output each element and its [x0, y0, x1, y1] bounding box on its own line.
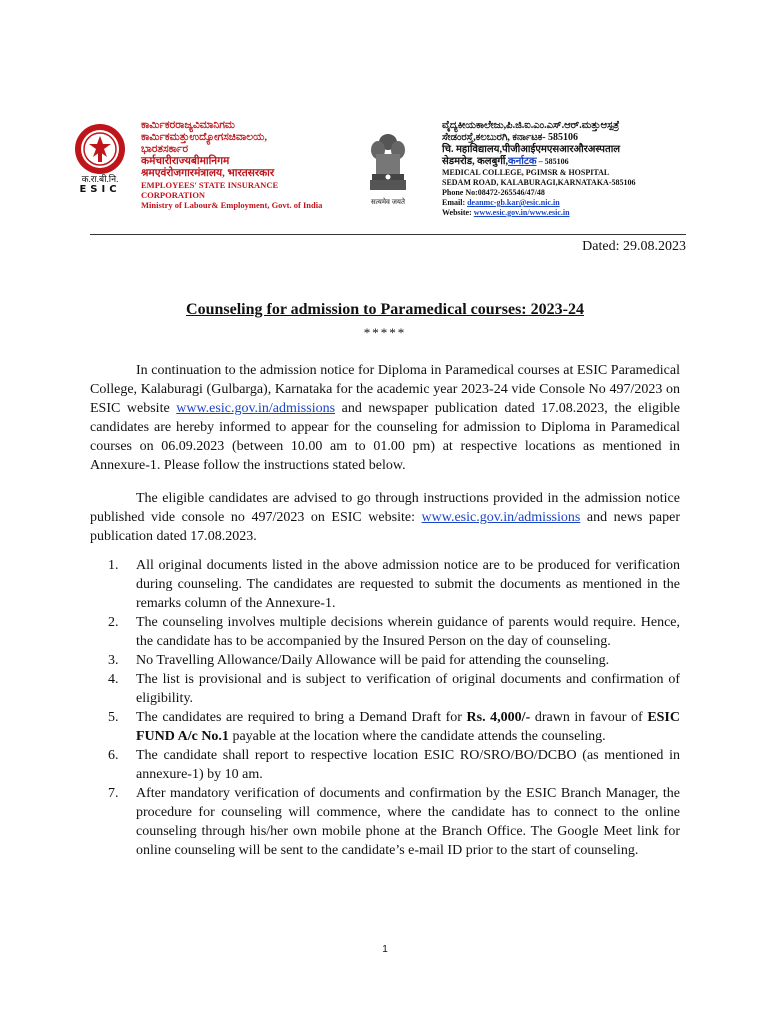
right-phone: Phone No:08472-265546/47/48	[442, 188, 545, 197]
right-email-line	[442, 198, 702, 208]
list-item-text-a: The candidates are required to bring a Demand Draft for	[136, 710, 467, 725]
left-kannada-line1: ಕಾರ್ಮಿಕರರಾಜ್ಯವಿಮಾನಿಗಮ	[141, 120, 235, 131]
list-item	[108, 651, 680, 670]
instructions-list	[108, 556, 680, 860]
list-item-text: The list is provisional and is subject to verification of original documents and confirmation of eligibility.	[136, 672, 680, 706]
right-hindi-line2-a: सेडमरोड, कलबुर्गी,	[442, 156, 509, 167]
right-website-line	[442, 208, 702, 218]
list-item-text-c: payable at the location where the candidate attends the counseling.	[228, 729, 606, 744]
title-separator: *****	[363, 325, 407, 340]
left-english-line1: EMPLOYEES' STATE INSURANCE	[141, 180, 279, 190]
logo-esic-word: ESIC	[79, 184, 121, 195]
list-item	[108, 670, 680, 708]
list-item-text: All original documents listed in the above admission notice are to be produced for verification during counseling. The candidates are requested to submit the documents as mentioned in the remarks column of the Annexure-1.	[136, 558, 680, 611]
document-title: Counseling for admission to Paramedical courses: 2023-24	[186, 301, 584, 318]
logo-hindi-abbrev: क.रा.बी.नि.	[81, 174, 119, 184]
left-english-line2: CORPORATION	[141, 190, 206, 200]
right-hindi-line1: चि. महाविद्यालय,पीजीआईएमएसआरऔरअस्पताल	[442, 144, 621, 155]
list-item-text: After mandatory verification of documents and confirmation by the ESIC Branch Manager, the procedure for counseling will commence, where the candidate has to connect to the online counseling through his/her own mobile phone at the Branch Office. The Google Meet link for online counseling will be sent to the candidate’s e-mail ID prior to the start of counseling.	[136, 786, 680, 858]
left-hindi-line2: श्रमएवंरोजगारमंत्रालय, भारतसरकार	[141, 168, 275, 179]
para1-text-b: and newspaper publication dated 17.08.2023, the eligible candidates are hereby informed to appear for the counseling for admission to Diploma in Paramedical courses on 06.09.2023 (between 10.00 am to 01.00 pm) at respective locations as mentioned in Annexure-1. Please follow the instructions stated below.	[90, 401, 680, 473]
list-item	[108, 556, 680, 613]
right-kannada-line2: ಸೇಡಂರಸ್ತೆ,ಕಲಬುರಗಿ, ಕರ್ನಾಟಕ- 585106	[442, 132, 579, 143]
para2-text-a: The eligible candidates are advised to go through instructions provided in the admission notice published vide console no 497/2023 on ESIC website:	[90, 491, 680, 525]
left-hindi-line1: कर्मचारीराज्यबीमानिगम	[141, 156, 230, 167]
list-item-text: The counseling involves multiple decisions wherein guidance of parents would require. Hence, the candidate has to be accompanied by the Insured Person on the day of counseling.	[136, 615, 680, 649]
esic-logo-icon	[73, 122, 127, 176]
right-hindi-state: कर्नाटक	[508, 156, 537, 167]
right-english-line1: MEDICAL COLLEGE, PGIMSR & HOSPITAL	[442, 168, 610, 177]
email-link[interactable]: deanmc-gb.kar@esic.nic.in	[467, 198, 560, 207]
list-item-number: 7.	[108, 786, 119, 801]
list-item-number: 2.	[108, 615, 119, 630]
header-divider	[90, 234, 686, 235]
right-hindi-line2	[442, 156, 702, 168]
national-emblem-icon	[366, 128, 410, 198]
right-hindi-pin: – 585106	[536, 157, 569, 166]
demand-draft-amount: Rs. 4,000/-	[466, 710, 531, 725]
list-item	[108, 784, 680, 860]
list-item-number: 6.	[108, 748, 119, 763]
website-link[interactable]: www.esic.gov.in/www.esic.in	[473, 208, 570, 217]
paragraph-intro	[90, 361, 680, 475]
list-item-text-b: drawn in favour of	[530, 710, 648, 725]
list-item-text: No Travelling Allowance/Daily Allowance will be paid for attending the counseling.	[136, 653, 610, 668]
left-english-line3: Ministry of Labour& Employment, Govt. of India	[141, 200, 323, 210]
right-english-line2: SEDAM ROAD, KALABURAGI,KARNATAKA-585106	[442, 178, 636, 187]
list-item-number: 4.	[108, 672, 119, 687]
left-kannada-line2: ಕಾರ್ಮಿಕಮತ್ತುಉದ್ಯೋಗಸಚಿವಾಲಯ,	[141, 132, 267, 143]
list-item	[108, 708, 680, 746]
email-label: Email:	[442, 198, 468, 207]
para1-admissions-link[interactable]: www.esic.gov.in/admissions	[176, 401, 336, 416]
list-item	[108, 613, 680, 651]
list-item-number: 1.	[108, 558, 119, 573]
list-item-number: 3.	[108, 653, 119, 668]
website-label: Website:	[442, 208, 474, 217]
left-header-block	[141, 120, 351, 210]
emblem-motto: सत्यमेव जयते	[371, 198, 405, 206]
paragraph-advice	[90, 489, 680, 546]
document-date: Dated: 29.08.2023	[582, 239, 686, 254]
right-kannada-line1: ವೈದ್ಯಕೀಯಕಾಲೇಜು,ಪಿ.ಜಿ.ಐ.ಎಂ.ಎಸ್.ಆರ್.ಮತ್ತುಆಸ್ಪತ್ರೆ	[442, 120, 620, 131]
para1-text-a: In continuation to the admission notice for Diploma in Paramedical courses at ESIC Paramedical College, Kalaburagi (Gulbarga), Karnataka for the academic year 2023-24 vide Console No 497/2023 on ESIC website	[90, 363, 680, 416]
para2-admissions-link[interactable]: www.esic.gov.in/admissions	[421, 510, 581, 525]
left-kannada-line3: ಭಾರತಸರ್ಕಾರ	[141, 144, 188, 155]
list-item-text: The candidate shall report to respective location ESIC RO/SRO/BO/DCBO (as mentioned in annexure-1) by 10 am.	[136, 748, 680, 782]
page-number: 1	[382, 944, 388, 955]
para2-text-b: and news paper publication dated 17.08.2023.	[90, 510, 681, 544]
list-item	[108, 746, 680, 784]
fund-account-name: ESIC FUND A/c No.1	[136, 710, 680, 744]
list-item-number: 5.	[108, 710, 119, 725]
right-header-block	[442, 120, 702, 218]
